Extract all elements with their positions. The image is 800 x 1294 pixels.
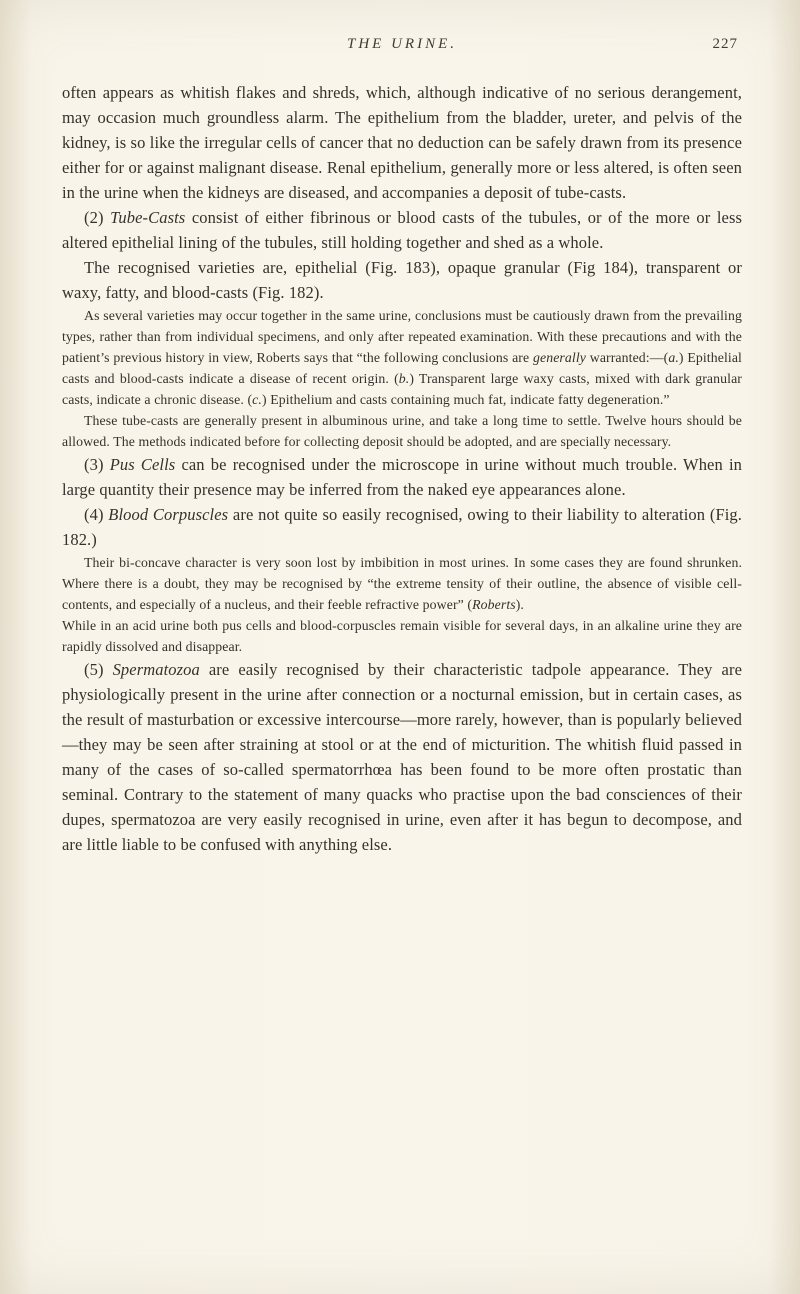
paragraph (62, 80, 742, 205)
italic-text-run: a. (668, 350, 679, 365)
text-run: ). (515, 597, 524, 612)
text-run: (5) (84, 660, 113, 679)
italic-text-run: b. (398, 371, 410, 386)
text-run: often appears as whitish flakes and shreds, which, although indicative of no serious derangement, may occasion much groundless alarm. The epithelium from the bladder, ureter, and pelvis of the kidney, is so like the irregular cells of cancer that no deduction can be safely drawn from its presence either for or against malignant disease. Renal epithelium, generally more or less altered, is often seen in the urine when the kidneys are diseased, and accompanies a deposit of tube-casts. (62, 83, 742, 202)
italic-text-run: generally (532, 350, 586, 365)
text-run: ) Epithelial casts and blood-casts indicate a disease of recent origin. ( (62, 350, 742, 386)
paragraph (62, 255, 742, 305)
text-run: While in an acid urine both pus cells and blood-corpuscles remain visible for several days, in an alkaline urine they are rapidly dissolved and disappear. (62, 618, 742, 654)
text-run: (3) (84, 455, 110, 474)
italic-text-run: Blood Corpuscles (108, 505, 229, 524)
text-run: ) Epithelium and casts containing much fat, indicate fatty degeneration.” (261, 392, 670, 407)
text-run: Their bi-concave character is very soon lost by imbibition in most urines. In some cases they are found shrunken. Where there is a doubt, they may be recognised by “the extreme tensity of their outline, the absence of visible cell-contents, and especially of a nucleus, and their feeble refractive power” ( (62, 555, 742, 612)
paragraph (62, 615, 742, 657)
paragraph (62, 552, 742, 615)
text-run: are easily recognised by their characteristic tadpole appearance. They are physiologically present in the urine after connection or a nocturnal emission, but in certain cases, as the result of masturbation or excessive intercourse—more rarely, however, than is popularly believed—they may be seen after straining at stool or at the end of micturition. The whitish fluid passed in many of the cases of so-called spermatorrhœa has been found to be more often prostatic than seminal. Contrary to the statement of many quacks who practise upon the bad consciences of their dupes, spermatozoa are very easily recognised in urine, even after it has begun to decompose, and are little liable to be confused with anything else. (62, 660, 743, 854)
paragraph (62, 305, 742, 410)
paragraph (62, 205, 742, 255)
italic-text-run: Tube-Casts (110, 208, 186, 227)
paragraph (62, 502, 742, 552)
italic-text-run: c. (252, 392, 262, 407)
text-run: ) Transparent large waxy casts, mixed with dark granular casts, indicate a chronic disease. ( (62, 371, 742, 407)
page-number: 227 (712, 36, 738, 52)
text-run: These tube-casts are generally present in albuminous urine, and take a long time to settle. Twelve hours should be allowed. The methods indicated before for collecting deposit should be adopted, and are specially necessary. (62, 413, 742, 449)
text-run: are not quite so easily recognised, owing to their liability to alteration (Fig. 182.) (62, 505, 742, 549)
text-run: The recognised varieties are, epithelial (Fig. 183), opaque granular (Fig 184), transparent or waxy, fatty, and blood-casts (Fig. 182). (62, 258, 742, 302)
italic-text-run: Pus Cells (109, 455, 176, 474)
italic-text-run: Spermatozoa (112, 660, 200, 679)
text-run: As several varieties may occur together in the same urine, conclusions must be cautiously drawn from the prevailing types, rather than from individual specimens, and only after repeated examination. With these precautions and with the patient’s previous history in view, Roberts says that “the following conclusions are (62, 308, 742, 365)
paragraph (62, 657, 742, 857)
running-title: THE URINE. (347, 36, 457, 52)
paragraph (62, 410, 742, 452)
text-run: (2) (84, 208, 111, 227)
text-run: can be recognised under the microscope in urine without much trouble. When in large quantity their presence may be inferred from the naked eye appearances alone. (62, 455, 742, 499)
page-text (62, 80, 742, 857)
text-run: consist of either fibrinous or blood casts of the tubules, or of the more or less altered epithelial lining of the tubules, still holding together and shed as a whole. (62, 208, 743, 252)
paragraph (62, 452, 742, 502)
text-run: (4) (84, 505, 109, 524)
italic-text-run: Roberts (472, 597, 516, 612)
text-run: warranted:—( (586, 350, 669, 365)
page-header (62, 36, 742, 62)
